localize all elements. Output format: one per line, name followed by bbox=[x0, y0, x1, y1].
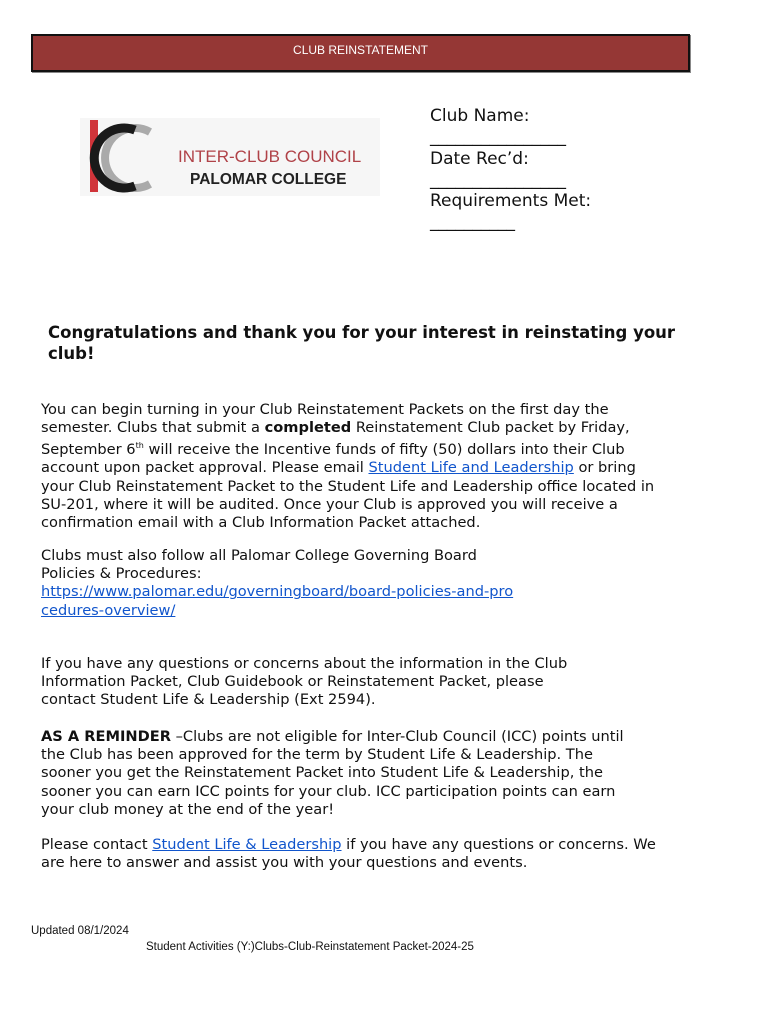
text: will receive the Incentive funds of fifty (50) dollars into their Club account upon packet approval. Please email bbox=[41, 441, 625, 477]
file-path: Student Activities (Y:)Clubs-Club-Reinstatement Packet-2024-25 bbox=[146, 941, 474, 953]
paragraph-policies bbox=[41, 547, 521, 620]
text: You can begin turning in your Club Reinstatement Packets on the first day the semester. Clubs that submit a bbox=[41, 401, 609, 437]
bold-text: AS A REMINDER bbox=[41, 728, 171, 745]
office-use-fields bbox=[430, 106, 591, 234]
header-banner bbox=[31, 34, 690, 72]
page-heading: Congratulations and thank you for your interest in reinstating your club! bbox=[48, 323, 676, 363]
paragraph-reminder bbox=[41, 728, 641, 819]
date-received-label: Date Rec’d: bbox=[430, 148, 529, 169]
superscript: th bbox=[135, 441, 144, 451]
paragraph-contact bbox=[41, 836, 661, 872]
date-received-blank: ________________ bbox=[430, 169, 566, 190]
updated-date: Updated 08/1/2024 bbox=[31, 925, 129, 937]
icc-logo bbox=[80, 118, 380, 196]
text: if you have any questions or concerns. We are here to answer and assist you with your questions and events. bbox=[41, 836, 656, 872]
bold-text: completed bbox=[264, 419, 352, 437]
text: or bring your Club Reinstatement Packet to the Student Life and Leadership office located in SU-201, where it will be audited. Once your Club is approved you will receive a confirmation email with a Club Information Packet attached. bbox=[41, 459, 655, 532]
requirements-met-blank: __________ bbox=[430, 212, 515, 233]
text: Clubs must also follow all Palomar College Governing Board Policies & Procedures: bbox=[41, 547, 477, 583]
text: Reinstatement Club packet by Friday, September 6 bbox=[41, 419, 630, 459]
svg-text:PALOMAR COLLEGE: PALOMAR COLLEGE bbox=[190, 171, 347, 188]
text: –Clubs are not eligible for Inter-Club Council (ICC) points until the Club has been approved for the term by Student Life & Leadership. The sooner you get the Reinstatement Packet into Student Life & Leadership, the sooner you can earn ICC points for your club. ICC participation points can earn your club money at the end of the year! bbox=[41, 728, 624, 818]
svg-text:INTER-CLUB COUNCIL: INTER-CLUB COUNCIL bbox=[178, 147, 362, 166]
paragraph-questions: If you have any questions or concerns about the information in the Club Information Packet, Club Guidebook or Reinstatement Packet, please contact Student Life & Leadership (Ext 2594). bbox=[41, 655, 568, 709]
board-policies-link[interactable]: https://www.palomar.edu/governingboard/board-policies-and-procedures-overview/ bbox=[41, 583, 514, 619]
club-name-label: Club Name: bbox=[430, 106, 530, 126]
student-life-contact-link[interactable]: Student Life & Leadership bbox=[152, 836, 342, 853]
banner-title: CLUB REINSTATEMENT bbox=[293, 43, 428, 57]
club-name-blank: ________________ bbox=[430, 127, 566, 148]
text: Please contact bbox=[41, 836, 153, 853]
paragraph-intro bbox=[41, 401, 671, 532]
student-life-email-link[interactable]: Student Life and Leadership bbox=[368, 459, 574, 477]
requirements-met-label: Requirements Met: bbox=[430, 191, 592, 212]
